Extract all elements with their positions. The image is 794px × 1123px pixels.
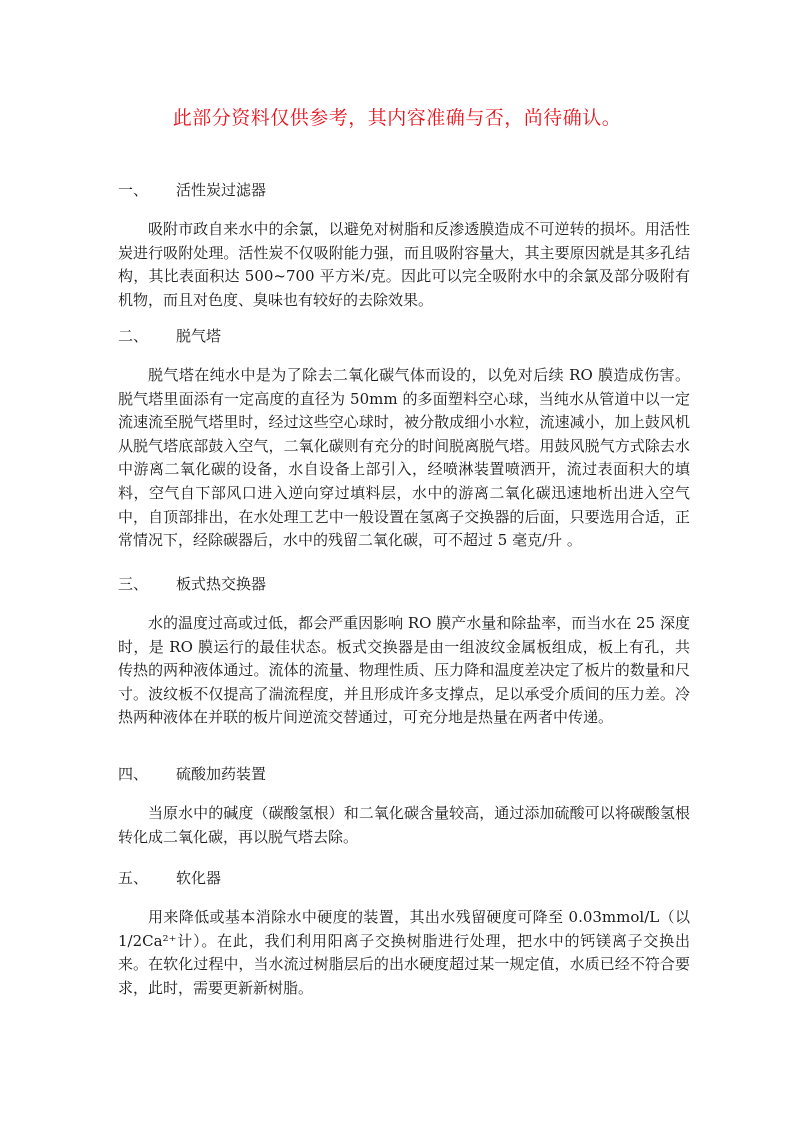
section-title: 脱气塔 <box>176 327 222 345</box>
section-heading-5 <box>118 868 221 888</box>
section-heading-2 <box>118 326 221 346</box>
section-number: 四、 <box>118 765 149 783</box>
section-heading-4 <box>118 764 266 784</box>
section-number: 一、 <box>118 181 149 199</box>
section-heading-1 <box>118 180 266 200</box>
section-title: 软化器 <box>176 869 222 887</box>
section-title: 板式热交换器 <box>176 575 267 593</box>
section-heading-3 <box>118 574 266 594</box>
disclaimer-notice: 此部分资料仅供参考，其内容准确与否，尚待确认。 <box>172 107 622 129</box>
section-number: 三、 <box>118 575 149 593</box>
section-body-2: 脱气塔在纯水中是为了除去二氧化碳气体而设的，以免对后续 RO 膜造成伤害。脱气塔里面添有一定高度的直径为 50mm 的多面塑料空心球，当纯水从管道中以一定流速流至脱气塔里时，经过这些空心球时，被分散成细小水粒，流速减小，加上鼓风机从脱气塔底部鼓入空气，二氧化碳则有充分的时间脱离脱气塔。用鼓风脱气方式除去水中游离二氧化碳的设备，水自设备上部引入，经喷淋装置喷洒开，流过表面积大的填料，空气自下部风口进入逆向穿过填料层，水中的游离二氧化碳迅速地析出进入空气中，自顶部排出，在水处理工艺中一般设置在氢离子交换器的后面，只要选用合适，正常情况下，经除碳器后，水中的残留二氧化碳，可不超过 5 毫克/升 。 <box>118 366 690 550</box>
section-number: 五、 <box>118 869 149 887</box>
section-body-1: 吸附市政自来水中的余氯，以避免对树脂和反渗透膜造成不可逆转的损坏。用活性炭进行吸附处理。活性炭不仅吸附能力强，而且吸附容量大，其主要原因就是其多孔结构，其比表面积达 500~700 平方米/克。因此可以完全吸附水中的余氯及部分吸附有机物，而且对色度、臭味也有较好的去除效果。 <box>118 220 690 309</box>
section-title: 硫酸加药装置 <box>176 765 267 783</box>
section-body-3: 水的温度过高或过低，都会严重因影响 RO 膜产水量和除盐率，而当水在 25 深度时，是 RO 膜运行的最佳状态。板式交换器是由一组波纹金属板组成，板上有孔，共传热的两种液体通过。流体的流量、物理性质、压力降和温度差决定了板片的数量和尺寸。波纹板不仅提高了湍流程度，并且形成许多支撑点，足以承受介质间的压力差。冷热两种液体在并联的板片间逆流交替通过，可充分地是热量在两者中传递。 <box>118 614 690 727</box>
section-body-5: 用来降低或基本消除水中硬度的装置，其出水残留硬度可降至 0.03mmol/L（以 1/2Ca²⁺计）。在此，我们利用阳离子交换树脂进行处理，把水中的钙镁离子交换出来。在软化过程中，当水流过树脂层后的出水硬度超过某一规定值，水质已经不符合要求，此时，需要更新新树脂。 <box>118 908 690 997</box>
section-body-4: 当原水中的碱度（碳酸氢根）和二氧化碳含量较高，通过添加硫酸可以将碳酸氢根转化成二氧化碳，再以脱气塔去除。 <box>118 804 690 846</box>
section-title: 活性炭过滤器 <box>176 181 267 199</box>
section-number: 二、 <box>118 327 149 345</box>
